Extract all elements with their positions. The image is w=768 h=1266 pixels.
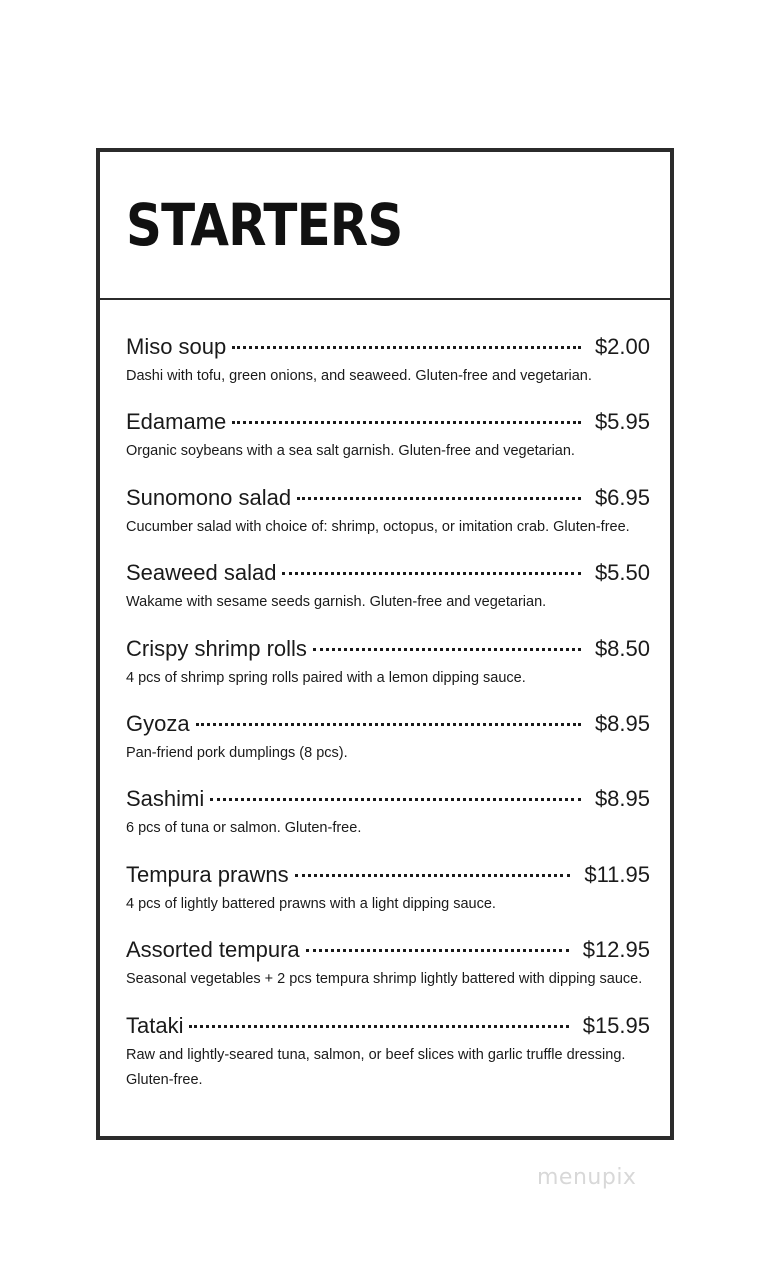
menu-item-line <box>126 860 650 890</box>
menu-item <box>126 860 650 935</box>
dot-leader <box>313 648 581 651</box>
dot-leader <box>189 1025 568 1028</box>
menu-item-price: $11.95 <box>584 861 650 887</box>
menu-item-description: Organic soybeans with a sea salt garnish. Gluten-free and vegetarian. <box>126 443 575 460</box>
menu-item-description: Raw and lightly-seared tuna, salmon, or beef slices with garlic truffle dressing. Gluten-free. <box>126 1046 626 1088</box>
menu-card <box>96 148 674 1140</box>
menu-item-name: Miso soup <box>126 334 227 359</box>
dot-leader <box>295 874 571 877</box>
menu-item-price: $5.50 <box>594 560 650 586</box>
dot-leader <box>282 572 580 575</box>
menu-item-name: Gyoza <box>126 710 190 736</box>
menu-item <box>126 1011 650 1086</box>
menu-items-list <box>126 332 650 1086</box>
menu-item-line <box>126 407 650 437</box>
menu-item <box>126 709 650 784</box>
menu-item-line <box>126 1011 650 1041</box>
menupix-watermark: menupix <box>537 1165 637 1190</box>
menu-item <box>126 634 650 709</box>
menu-item-line <box>126 784 650 814</box>
menu-item-description: Pan-friend pork dumplings (8 pcs). <box>126 744 348 761</box>
menu-item-name: Edamame <box>126 409 227 435</box>
menu-item-description: Cucumber salad with choice of: shrimp, octopus, or imitation crab. Gluten-free. <box>126 518 630 535</box>
menu-item-description: 4 pcs of shrimp spring rolls paired with a lemon dipping sauce. <box>126 669 526 686</box>
menu-item-price: $6.95 <box>594 484 650 510</box>
menu-item-description: Wakame with sesame seeds garnish. Gluten-free and vegetarian. <box>126 594 547 611</box>
menu-item <box>126 558 650 633</box>
menu-item-price: $8.50 <box>594 635 650 661</box>
menu-item-name: Tempura prawns <box>126 861 289 887</box>
menu-item-name: Crispy shrimp rolls <box>126 635 307 661</box>
menu-item-name: Tataki <box>126 1012 184 1038</box>
menu-item-price: $8.95 <box>594 710 650 736</box>
section-title: STARTERS <box>126 191 403 259</box>
menu-item-name: Assorted tempura <box>126 937 300 963</box>
menu-item-price: $15.95 <box>582 1012 650 1038</box>
menu-item <box>126 407 650 482</box>
menu-item-line <box>126 634 650 664</box>
menu-item <box>126 935 650 1010</box>
menu-item-description: Seasonal vegetables + 2 pcs tempura shrimp lightly battered with dipping sauce. <box>126 971 643 988</box>
menu-item-name: Sunomono salad <box>126 484 292 510</box>
menu-item <box>126 784 650 859</box>
menu-item-description: 6 pcs of tuna or salmon. Gluten-free. <box>126 820 362 837</box>
menu-item-line <box>126 709 650 739</box>
menu-item <box>126 332 650 407</box>
menu-item-price: $12.95 <box>582 937 650 963</box>
menu-item-description: 4 pcs of lightly battered prawns with a light dipping sauce. <box>126 895 496 912</box>
menu-item-line <box>126 332 650 362</box>
dot-leader <box>210 798 581 801</box>
menu-item-description: Dashi with tofu, green onions, and seaweed. Gluten-free and vegetarian. <box>126 368 592 384</box>
menu-item-price: $8.95 <box>594 786 650 812</box>
menu-item-line <box>126 483 650 513</box>
dot-leader <box>306 949 569 952</box>
menu-item-price: $2.00 <box>594 334 650 359</box>
menu-item-name: Seaweed salad <box>126 560 277 586</box>
dot-leader <box>232 421 581 424</box>
menu-item-name: Sashimi <box>126 786 205 812</box>
dot-leader <box>297 497 581 500</box>
dot-leader <box>232 346 581 349</box>
menu-item <box>126 483 650 558</box>
menu-header <box>100 152 670 300</box>
menu-item-price: $5.95 <box>594 409 650 435</box>
menu-item-line <box>126 558 650 588</box>
menu-item-line <box>126 935 650 965</box>
dot-leader <box>196 723 581 726</box>
